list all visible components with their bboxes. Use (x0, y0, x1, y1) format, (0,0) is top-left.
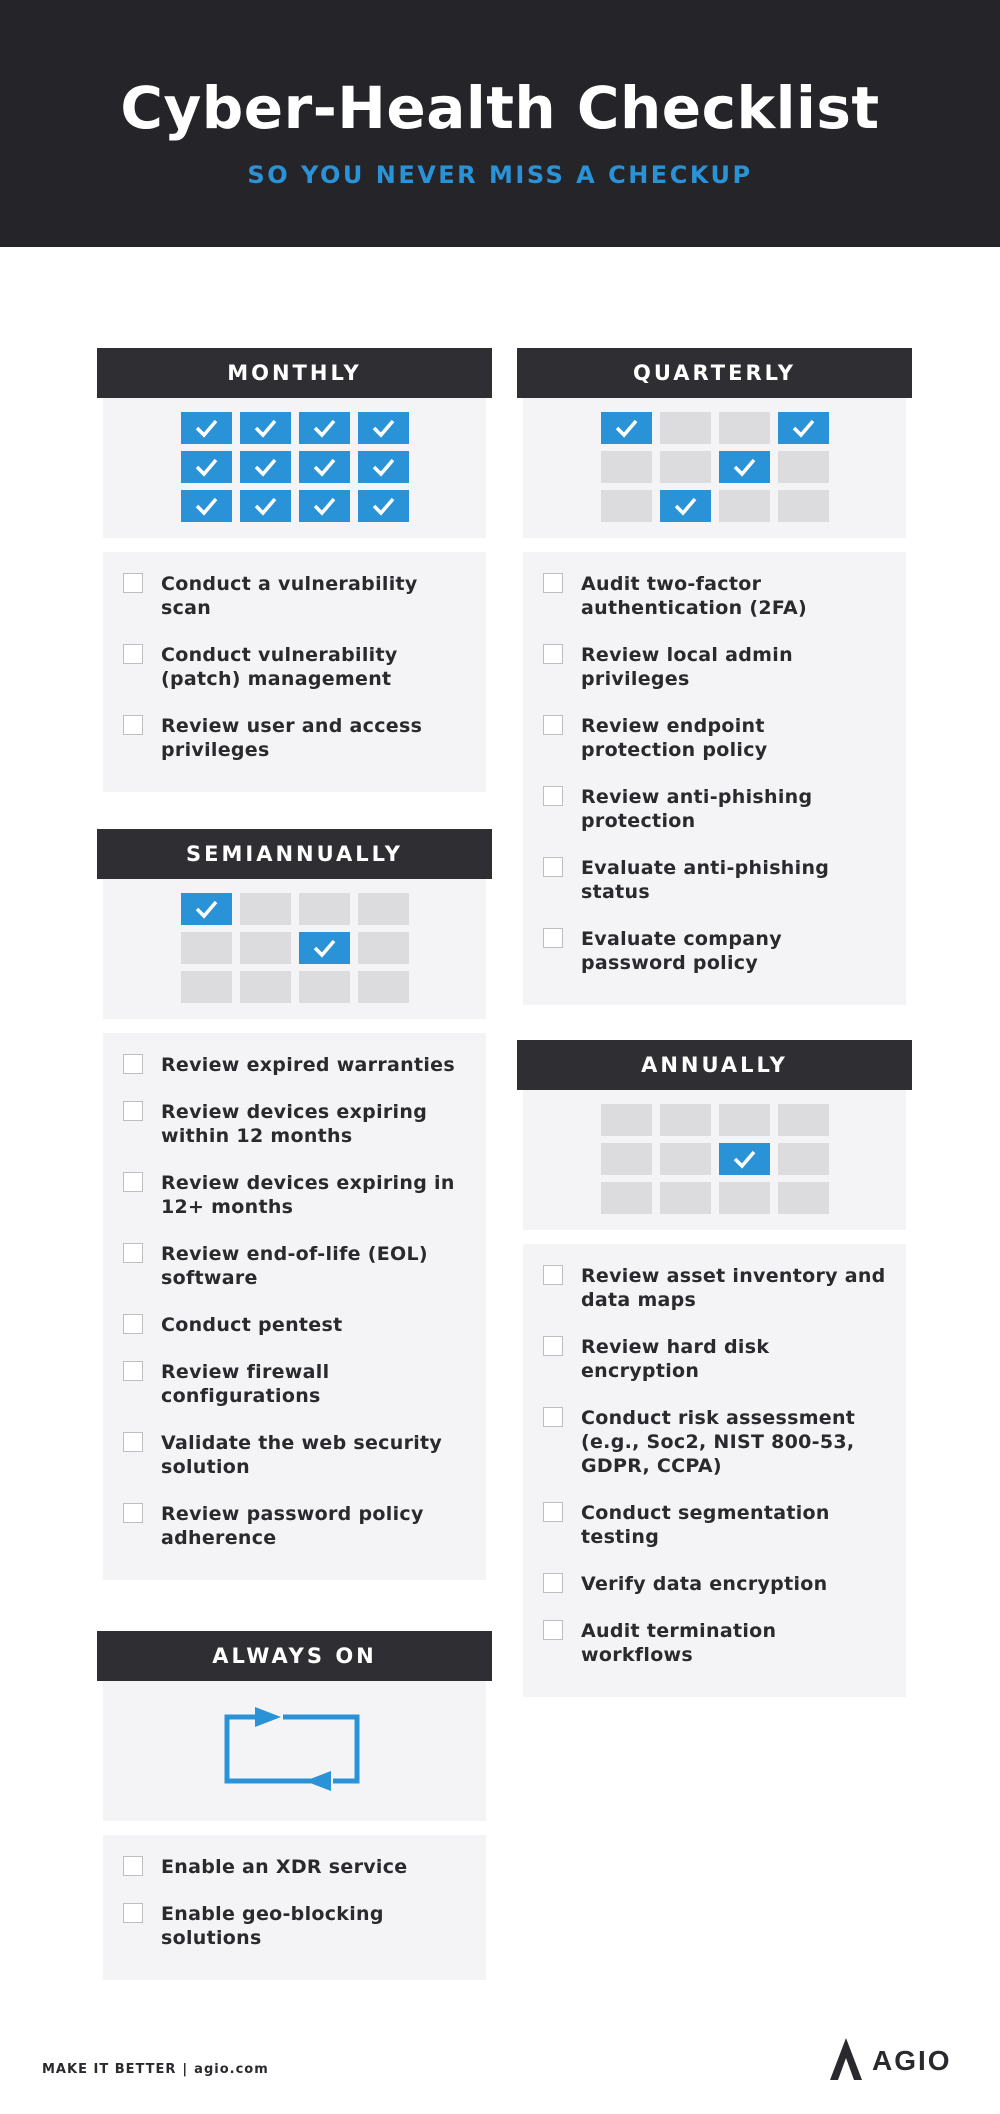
checklist-item[interactable] (123, 1502, 466, 1550)
checklist-item-label: Review firewall configurations (161, 1361, 330, 1407)
checklist-item-label: Verify data encryption (581, 1573, 828, 1595)
website-link[interactable]: agio.com (194, 2062, 269, 2077)
checklist-item-label: Review end-of-life (EOL) software (161, 1243, 428, 1289)
calendar-cell-checked (299, 451, 350, 483)
calendar-cell-checked (181, 490, 232, 522)
calendar-cell-checked (240, 490, 291, 522)
calendar-cell (719, 1104, 770, 1136)
checkbox[interactable] (123, 1054, 143, 1074)
calendar-panel (523, 1090, 906, 1230)
checklist-item-label: Conduct a vulnerability scan (161, 573, 418, 619)
calendar-cell (181, 932, 232, 964)
checklist-item[interactable] (543, 1501, 886, 1549)
calendar-cell (299, 893, 350, 925)
section-always-on (97, 1631, 492, 1980)
checkbox[interactable] (123, 1172, 143, 1192)
checkbox[interactable] (543, 1407, 563, 1427)
checkbox[interactable] (543, 573, 563, 593)
checklist-item-label: Evaluate anti-phishing status (581, 857, 830, 903)
section-quarterly (517, 348, 912, 1005)
calendar-cell (660, 451, 711, 483)
calendar-cell (601, 1143, 652, 1175)
calendar-cell-checked (181, 451, 232, 483)
calendar-cell (778, 490, 829, 522)
checkbox[interactable] (123, 1361, 143, 1381)
checklist-item[interactable] (123, 1313, 466, 1337)
checklist-item-label: Review expired warranties (161, 1054, 455, 1076)
checklist-item[interactable] (543, 1264, 886, 1312)
checkmark-icon (312, 937, 337, 959)
section-annually (517, 1040, 912, 1697)
checklist-item[interactable] (543, 1406, 886, 1478)
calendar-grid (181, 893, 409, 1003)
calendar-panel (103, 398, 486, 538)
calendar-cell (778, 1182, 829, 1214)
checklist-item-label: Audit two-factor authentication (2FA) (581, 573, 807, 619)
calendar-cell (240, 893, 291, 925)
checkbox[interactable] (543, 1336, 563, 1356)
calendar-cell-checked (299, 412, 350, 444)
calendar-cell-checked (719, 1143, 770, 1175)
calendar-cell (601, 1104, 652, 1136)
calendar-cell (719, 412, 770, 444)
checklist-item[interactable] (123, 643, 466, 691)
loop-panel (103, 1681, 486, 1821)
checklist-item-label: Enable geo-blocking solutions (161, 1903, 384, 1949)
checklist-item-label: Validate the web security solution (161, 1432, 443, 1478)
checklist-item[interactable] (543, 1619, 886, 1667)
calendar-panel (523, 398, 906, 538)
page-header (0, 0, 1000, 247)
calendar-cell-checked (358, 412, 409, 444)
checkbox[interactable] (123, 1243, 143, 1263)
footer-tagline (42, 2062, 269, 2077)
page-subtitle: SO YOU NEVER MISS A CHECKUP (247, 161, 753, 189)
checklist-item[interactable] (123, 1053, 466, 1077)
checklist-item[interactable] (543, 1572, 886, 1596)
calendar-cell-checked (719, 451, 770, 483)
checkmark-icon (253, 456, 278, 478)
footer-separator: | (182, 2062, 189, 2077)
calendar-cell (660, 1182, 711, 1214)
calendar-cell (660, 412, 711, 444)
refresh-loop-icon (217, 1699, 377, 1799)
section-monthly (97, 348, 492, 792)
checkbox[interactable] (543, 786, 563, 806)
calendar-cell-checked (181, 412, 232, 444)
checklist-item[interactable] (123, 1360, 466, 1408)
calendar-cell (778, 1143, 829, 1175)
calendar-cell (660, 1143, 711, 1175)
checkmark-icon (673, 495, 698, 517)
checklist-item-label: Conduct vulnerability (patch) management (161, 644, 398, 690)
checkbox[interactable] (123, 1856, 143, 1876)
checkmark-icon (312, 417, 337, 439)
checkmark-icon (371, 456, 396, 478)
section-title: QUARTERLY (517, 348, 912, 398)
calendar-cell (719, 1182, 770, 1214)
checklist-item-label: Review devices expiring within 12 months (161, 1101, 428, 1147)
checklist-item-label: Review user and access privileges (161, 715, 423, 761)
checklist-item-label: Review asset inventory and data maps (581, 1265, 886, 1311)
calendar-cell (358, 932, 409, 964)
checklist-item-label: Review local admin privileges (581, 644, 793, 690)
calendar-cell-checked (601, 412, 652, 444)
checkbox[interactable] (123, 1314, 143, 1334)
checklist-item-label: Review hard disk encryption (581, 1336, 770, 1382)
calendar-grid (601, 1104, 829, 1214)
checklist-item-label: Conduct pentest (161, 1314, 343, 1336)
checkmark-icon (732, 1148, 757, 1170)
checkmark-icon (732, 456, 757, 478)
checklist-item[interactable] (543, 1335, 886, 1383)
checklist-item-label: Review anti-phishing protection (581, 786, 813, 832)
checkbox[interactable] (123, 573, 143, 593)
checkmark-icon (194, 495, 219, 517)
calendar-cell-checked (778, 412, 829, 444)
checkbox[interactable] (123, 644, 143, 664)
checkbox[interactable] (123, 1432, 143, 1452)
checkmark-icon (194, 898, 219, 920)
checklist-item[interactable] (543, 927, 886, 975)
checklist (523, 552, 906, 1005)
checkbox[interactable] (123, 1903, 143, 1923)
tagline-text: MAKE IT BETTER (42, 2062, 177, 2077)
calendar-cell (719, 490, 770, 522)
page-title: Cyber-Health Checklist (120, 74, 880, 142)
checklist (523, 1244, 906, 1697)
checkmark-icon (194, 456, 219, 478)
checkmark-icon (312, 495, 337, 517)
checklist-item-label: Review endpoint protection policy (581, 715, 768, 761)
calendar-cell-checked (181, 893, 232, 925)
checkmark-icon (791, 417, 816, 439)
checklist-item-label: Conduct segmentation testing (581, 1502, 830, 1548)
checkbox[interactable] (543, 644, 563, 664)
logo-text: AGIO (872, 2045, 952, 2076)
section-title: MONTHLY (97, 348, 492, 398)
checkmark-icon (312, 456, 337, 478)
checklist (103, 1835, 486, 1980)
checkbox[interactable] (543, 857, 563, 877)
checkmark-icon (253, 417, 278, 439)
checkbox[interactable] (543, 1620, 563, 1640)
checklist-item[interactable] (543, 856, 886, 904)
checkmark-icon (371, 495, 396, 517)
checklist-item[interactable] (123, 1100, 466, 1148)
checkmark-icon (194, 417, 219, 439)
calendar-cell (778, 451, 829, 483)
section-title: ANNUALLY (517, 1040, 912, 1090)
checklist-item-label: Evaluate company password policy (581, 928, 782, 974)
checklist-item[interactable] (123, 1242, 466, 1290)
checklist-item[interactable] (543, 714, 886, 762)
checklist-item[interactable] (123, 714, 466, 762)
checklist-item-label: Audit termination workflows (581, 1620, 777, 1666)
calendar-cell (778, 1104, 829, 1136)
checkmark-icon (371, 417, 396, 439)
calendar-cell-checked (240, 451, 291, 483)
calendar-cell (601, 1182, 652, 1214)
checklist-item[interactable] (543, 643, 886, 691)
checklist-item-label: Review password policy adherence (161, 1503, 424, 1549)
calendar-cell (240, 971, 291, 1003)
checkbox[interactable] (543, 715, 563, 735)
checkmark-icon (614, 417, 639, 439)
checkmark-icon (253, 495, 278, 517)
checkbox[interactable] (123, 1101, 143, 1121)
calendar-cell (358, 971, 409, 1003)
checkbox[interactable] (543, 1265, 563, 1285)
checklist-item-label: Review devices expiring in 12+ months (161, 1172, 455, 1218)
calendar-cell-checked (358, 451, 409, 483)
calendar-grid (181, 412, 409, 522)
calendar-cell (358, 893, 409, 925)
calendar-cell-checked (299, 932, 350, 964)
calendar-cell-checked (358, 490, 409, 522)
calendar-grid (601, 412, 829, 522)
calendar-cell (601, 451, 652, 483)
section-semiannually (97, 829, 492, 1580)
calendar-cell (240, 932, 291, 964)
checkbox[interactable] (123, 1503, 143, 1523)
checklist (103, 552, 486, 792)
checkbox[interactable] (543, 1573, 563, 1593)
checklist-item[interactable] (123, 1902, 466, 1950)
section-title: SEMIANNUALLY (97, 829, 492, 879)
checklist-item[interactable] (543, 572, 886, 620)
checkbox[interactable] (123, 715, 143, 735)
checkbox[interactable] (543, 928, 563, 948)
checklist-item-label: Conduct risk assessment (e.g., Soc2, NIST 800-53, GDPR, CCPA) (581, 1407, 856, 1477)
calendar-panel (103, 879, 486, 1019)
checklist-item[interactable] (123, 1855, 466, 1879)
calendar-cell (601, 490, 652, 522)
checkbox[interactable] (543, 1502, 563, 1522)
checklist-item[interactable] (123, 1431, 466, 1479)
checklist-item[interactable] (543, 785, 886, 833)
calendar-cell-checked (660, 490, 711, 522)
checklist (103, 1033, 486, 1580)
calendar-cell-checked (299, 490, 350, 522)
calendar-cell (181, 971, 232, 1003)
checklist-item[interactable] (123, 1171, 466, 1219)
calendar-cell (660, 1104, 711, 1136)
checklist-item-label: Enable an XDR service (161, 1856, 408, 1878)
calendar-cell (299, 971, 350, 1003)
checklist-item[interactable] (123, 572, 466, 620)
calendar-cell-checked (240, 412, 291, 444)
section-title: ALWAYS ON (97, 1631, 492, 1681)
